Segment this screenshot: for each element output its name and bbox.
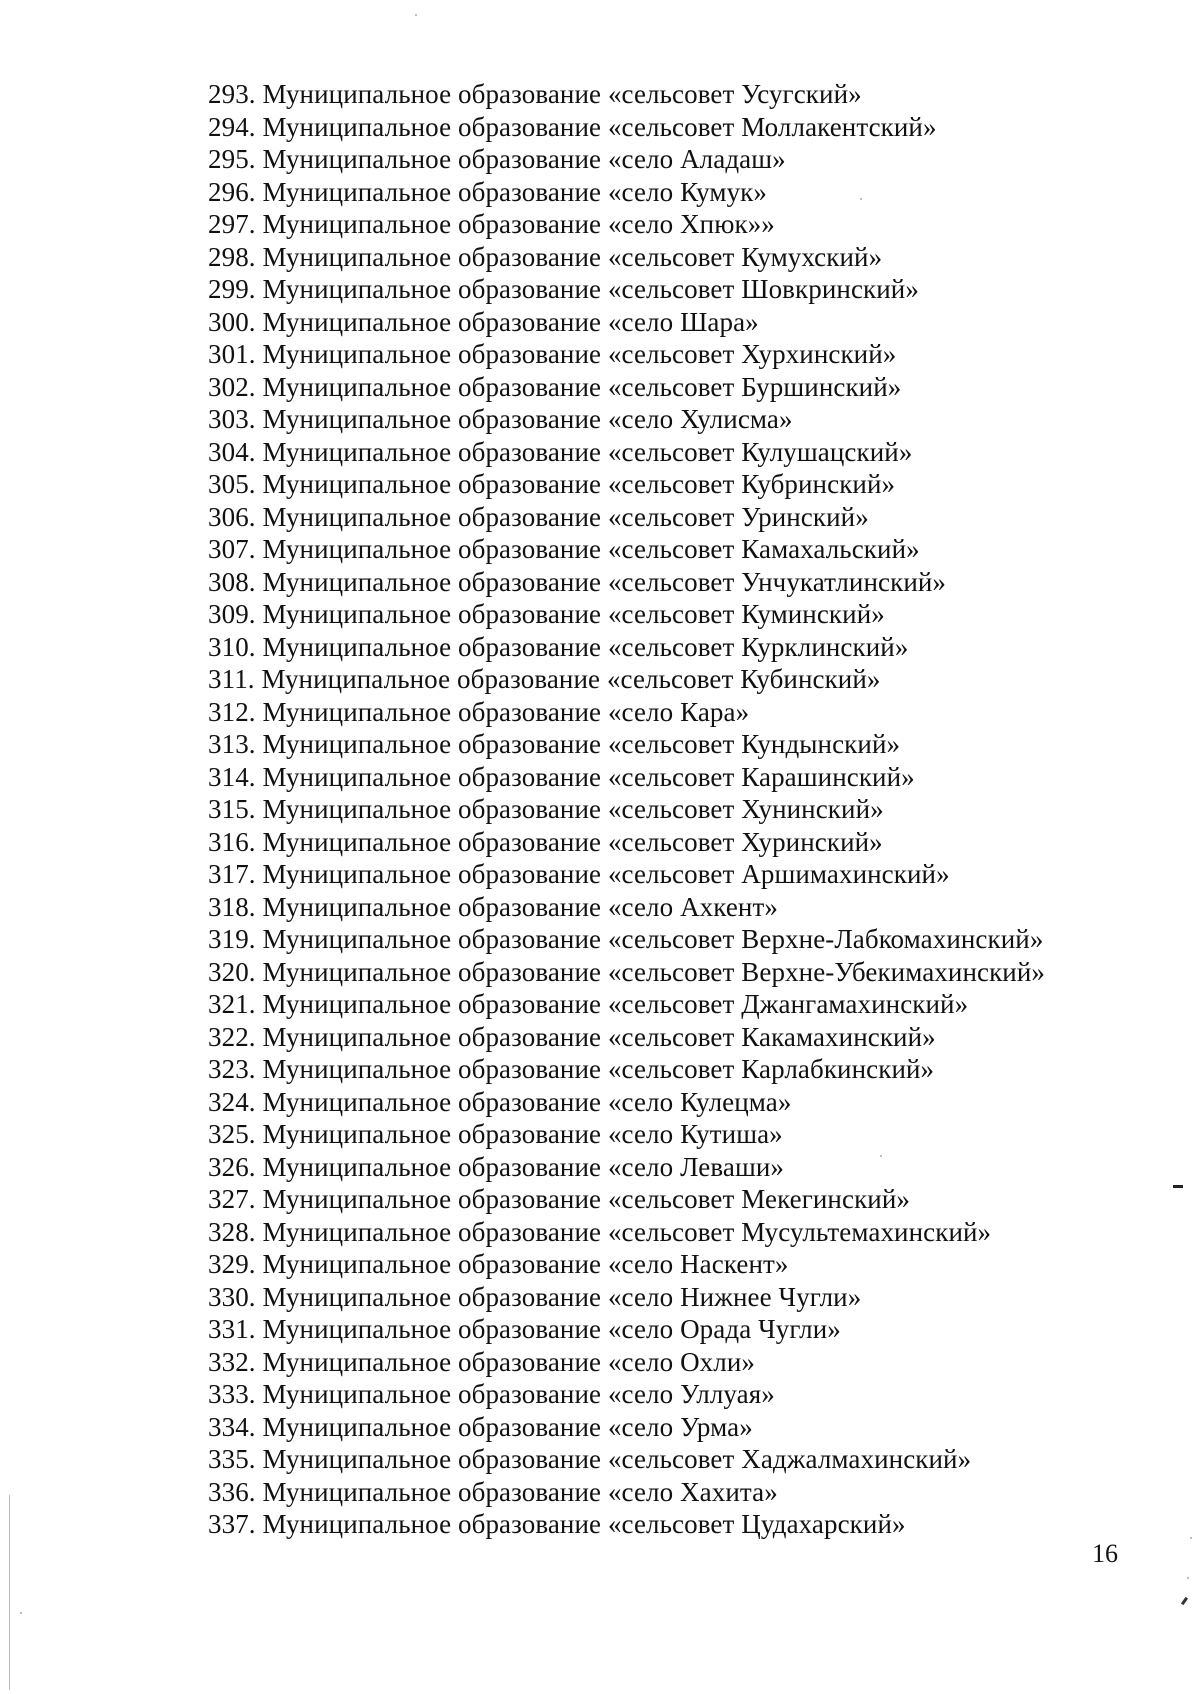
list-item xyxy=(208,598,1045,631)
item-number: 330. xyxy=(208,1281,256,1312)
item-number: 306. xyxy=(208,501,256,532)
scan-mark xyxy=(1181,1597,1188,1605)
item-text: Муниципальное образование «сельсовет Кулушацский» xyxy=(262,436,913,467)
item-text: Муниципальное образование «сельсовет Кумухский» xyxy=(262,241,883,272)
list-item xyxy=(208,338,1045,371)
list-item xyxy=(208,826,1045,859)
item-number: 326. xyxy=(208,1151,256,1182)
item-text: Муниципальное образование «сельсовет Буршинский» xyxy=(262,371,902,402)
item-text: Муниципальное образование «село Наскент» xyxy=(262,1249,789,1279)
item-text: Муниципальное образование «сельсовет Аршимахинский» xyxy=(262,859,950,889)
item-number: 329. xyxy=(208,1249,256,1279)
scan-speck xyxy=(880,1155,882,1157)
list-item xyxy=(208,78,1045,111)
item-text: Муниципальное образование «сельсовет Усугский» xyxy=(262,79,862,109)
list-item xyxy=(208,1216,1045,1249)
item-text: Муниципальное образование «сельсовет Цудахарский» xyxy=(262,1509,906,1539)
list-item xyxy=(208,241,1045,274)
item-text: Муниципальное образование «село Урма» xyxy=(262,1411,753,1442)
list-item xyxy=(208,306,1045,339)
list-item xyxy=(208,468,1045,501)
scan-speck xyxy=(1187,1577,1189,1579)
item-text: Муниципальное образование «сельсовет Кубинский» xyxy=(261,664,881,694)
item-text: Муниципальное образование «село Кулецма» xyxy=(262,1086,792,1117)
item-text: Муниципальное образование «сельсовет Хурхинский» xyxy=(262,339,897,369)
item-number: 319. xyxy=(208,924,256,954)
item-number: 294. xyxy=(208,111,256,142)
list-item xyxy=(208,1183,1045,1216)
list-item xyxy=(208,208,1045,241)
list-item xyxy=(208,403,1045,436)
item-number: 337. xyxy=(208,1509,256,1539)
list-item xyxy=(208,858,1045,891)
item-number: 293. xyxy=(208,79,256,109)
list-item xyxy=(208,1281,1045,1314)
item-text: Муниципальное образование «село Хулисма» xyxy=(262,404,793,434)
scan-edge-line xyxy=(9,1495,10,1690)
item-number: 336. xyxy=(208,1476,256,1507)
list-item xyxy=(208,176,1045,209)
item-number: 300. xyxy=(208,306,256,337)
item-text: Муниципальное образование «село Хахита» xyxy=(262,1476,778,1507)
list-item xyxy=(208,1151,1045,1184)
item-text: Муниципальное образование «село Орада Чугли» xyxy=(262,1314,841,1344)
item-text: Муниципальное образование «сельсовет Моллакентский» xyxy=(262,111,937,142)
list-item xyxy=(208,1086,1045,1119)
item-number: 314. xyxy=(208,761,256,792)
item-number: 335. xyxy=(208,1444,256,1474)
list-item xyxy=(208,111,1045,144)
list-item xyxy=(208,143,1045,176)
item-text: Муниципальное образование «село Кутиша» xyxy=(262,1119,783,1149)
item-text: Муниципальное образование «сельсовет Куминский» xyxy=(262,599,885,629)
item-number: 297. xyxy=(208,209,256,239)
list-item xyxy=(208,956,1045,989)
item-text: Муниципальное образование «село Аладаш» xyxy=(262,144,786,174)
item-text: Муниципальное образование «село Нижнее Чугли» xyxy=(262,1281,862,1312)
item-text: Муниципальное образование «сельсовет Унчукатлинский» xyxy=(262,566,947,597)
item-number: 327. xyxy=(208,1184,256,1214)
scan-mark xyxy=(1173,1185,1183,1188)
item-text: Муниципальное образование «сельсовет Верхне-Лабкомахинский» xyxy=(262,924,1044,954)
item-number: 333. xyxy=(208,1379,256,1409)
item-number: 301. xyxy=(208,339,256,369)
item-text: Муниципальное образование «сельсовет Шовкринский» xyxy=(262,274,919,304)
page-number: 16 xyxy=(1092,1539,1118,1568)
item-number: 320. xyxy=(208,956,256,987)
list-item xyxy=(208,1443,1045,1476)
item-text: Муниципальное образование «село Уллуая» xyxy=(262,1379,775,1409)
list-item xyxy=(208,1411,1045,1444)
item-text: Муниципальное образование «сельсовет Мусультемахинский» xyxy=(262,1216,992,1247)
item-text: Муниципальное образование «сельсовет Какамахинский» xyxy=(262,1021,936,1052)
item-text: Муниципальное образование «сельсовет Мекегинский» xyxy=(262,1184,910,1214)
item-number: 295. xyxy=(208,144,256,174)
item-number: 310. xyxy=(208,631,256,662)
item-number: 321. xyxy=(208,989,256,1019)
list-item xyxy=(208,1053,1045,1086)
list-item xyxy=(208,923,1045,956)
item-number: 313. xyxy=(208,729,256,759)
item-number: 317. xyxy=(208,859,256,889)
list-item xyxy=(208,631,1045,664)
list-item xyxy=(208,533,1045,566)
item-text: Муниципальное образование «село Шара» xyxy=(262,306,759,337)
item-number: 332. xyxy=(208,1346,256,1377)
item-text: Муниципальное образование «сельсовет Кундынский» xyxy=(262,729,901,759)
item-text: Муниципальное образование «сельсовет Верхне-Убекимахинский» xyxy=(262,956,1045,987)
list-item xyxy=(208,501,1045,534)
item-number: 305. xyxy=(208,469,256,499)
item-number: 298. xyxy=(208,241,256,272)
list-item xyxy=(208,1021,1045,1054)
list-item xyxy=(208,988,1045,1021)
list-item xyxy=(208,1508,1045,1541)
list-item xyxy=(208,1378,1045,1411)
item-text: Муниципальное образование «сельсовет Хуринский» xyxy=(262,826,883,857)
item-number: 309. xyxy=(208,599,256,629)
scan-speck xyxy=(1190,1537,1192,1539)
scan-speck xyxy=(415,14,417,16)
item-number: 324. xyxy=(208,1086,256,1117)
scan-speck xyxy=(860,198,862,200)
item-number: 318. xyxy=(208,891,256,922)
list-item xyxy=(208,891,1045,924)
item-text: Муниципальное образование «сельсовет Карашинский» xyxy=(262,761,915,792)
item-number: 304. xyxy=(208,436,256,467)
municipality-list xyxy=(208,78,1045,1541)
item-text: Муниципальное образование «сельсовет Курклинский» xyxy=(262,631,909,662)
list-item xyxy=(208,1248,1045,1281)
list-item xyxy=(208,273,1045,306)
item-number: 322. xyxy=(208,1021,256,1052)
list-item xyxy=(208,566,1045,599)
list-item xyxy=(208,761,1045,794)
list-item xyxy=(208,1476,1045,1509)
item-text: Муниципальное образование «село Леваши» xyxy=(262,1151,785,1182)
item-number: 302. xyxy=(208,371,256,402)
list-item xyxy=(208,436,1045,469)
item-text: Муниципальное образование «сельсовет Джангамахинский» xyxy=(262,989,969,1019)
item-text: Муниципальное образование «сельсовет Кубринский» xyxy=(262,469,896,499)
list-item xyxy=(208,1346,1045,1379)
item-number: 334. xyxy=(208,1411,256,1442)
list-item xyxy=(208,1118,1045,1151)
item-text: Муниципальное образование «сельсовет Карлабкинский» xyxy=(262,1054,935,1084)
list-item xyxy=(208,793,1045,826)
item-number: 303. xyxy=(208,404,256,434)
item-number: 308. xyxy=(208,566,256,597)
scan-speck xyxy=(20,1612,22,1614)
item-text: Муниципальное образование «село Кумук» xyxy=(262,176,768,207)
item-text: Муниципальное образование «село Ахкент» xyxy=(262,891,778,922)
item-text: Муниципальное образование «село Кара» xyxy=(262,696,750,727)
list-item xyxy=(208,728,1045,761)
item-text: Муниципальное образование «сельсовет Уринский» xyxy=(262,501,869,532)
item-number: 323. xyxy=(208,1054,256,1084)
item-number: 311. xyxy=(208,664,255,694)
item-number: 299. xyxy=(208,274,256,304)
item-number: 315. xyxy=(208,794,256,824)
item-number: 331. xyxy=(208,1314,256,1344)
item-number: 307. xyxy=(208,534,256,564)
item-text: Муниципальное образование «село Хпюк»» xyxy=(262,209,775,239)
item-number: 325. xyxy=(208,1119,256,1149)
item-number: 296. xyxy=(208,176,256,207)
list-item xyxy=(208,663,1045,696)
list-item xyxy=(208,1313,1045,1346)
item-number: 316. xyxy=(208,826,256,857)
list-item xyxy=(208,371,1045,404)
item-number: 328. xyxy=(208,1216,256,1247)
item-text: Муниципальное образование «сельсовет Хаджалмахинский» xyxy=(262,1444,972,1474)
item-text: Муниципальное образование «сельсовет Хунинский» xyxy=(262,794,884,824)
item-number: 312. xyxy=(208,696,256,727)
list-item xyxy=(208,696,1045,729)
item-text: Муниципальное образование «село Охли» xyxy=(262,1346,755,1377)
item-text: Муниципальное образование «сельсовет Камахальский» xyxy=(262,534,920,564)
